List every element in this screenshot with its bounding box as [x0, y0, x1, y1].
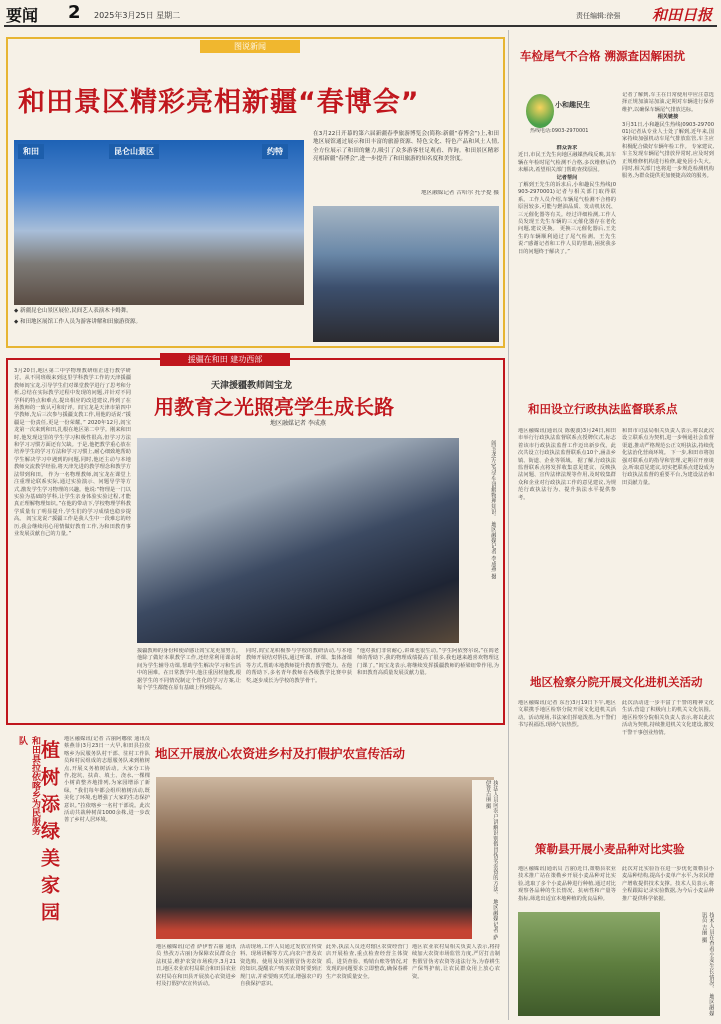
booth-sign-2: 约特 — [262, 144, 288, 159]
related-label: 相关链接 — [657, 114, 679, 121]
column-divider — [508, 30, 509, 1020]
newspaper-logo: 和田日报 — [652, 6, 713, 24]
aid-teacher-col3: 同时,闾宝龙积极参与学校的教研活动,与本地教师开展结对帮扶,通过听课、评课、集体备课等方式,帮助本地教师提升教育教学能力。在他的帮助下,多名青年教师在各级教学比赛中获奖,逐步成长为学校的教学骨干。 — [246, 648, 352, 684]
booth-sign: 昆仑山景区 — [109, 144, 159, 159]
teacher-student-photo — [137, 438, 459, 643]
law-enforcement-col2 — [622, 428, 714, 664]
issue-date: 2025年3月25日 星期二 — [94, 11, 181, 20]
aid-teacher-subtitle: 天津援疆教师闾宝龙 — [211, 381, 293, 391]
culture-col1: 地区融媒讯(记者 东吾)3月19日下午,地区文联携手地区检察分院开展文化进机关活动。活动现场,书法家们挥毫泼墨,为干警们书写祝福语,现场气氛热烈。 — [518, 700, 616, 729]
law-enforcement-headline[interactable]: 和田设立行政执法监督联系点 — [528, 402, 678, 416]
photo-caption-2: ◆ 和田地区展馆工作人员为游客讲解和田旅游资源。 — [14, 319, 141, 325]
emission-col1 — [518, 145, 616, 390]
aid-teacher-p3: 作为一名物理教师,闾宝龙在课堂上注重理论联系实际,通过实验演示、问题导学等方式,激发学生学习物理的兴趣。他说:“物理是一门以实验为基础的学科,让学生亲身体验实验过程,才能真正理解物理知识。”在他的带动下,学校物理学科教学质量有了明显提升,学生们的学习成绩也稳步提高。 — [14, 471, 131, 523]
emission-p4: 记者了解到,车主在日常使用中应注意选择正规加油站加油,定期对车辆进行保养维护,以确保车辆尾气排放达标。 — [622, 92, 714, 113]
photo-news-lead: 在3月22日开幕的第六届新疆春季旅游博览会(简称:新疆“春博会”)上,和田地区展馆通过展示和田丰富的旅游资源、特色文化、特色产品和风土人情,全方位展示了和田的魅力,吸引了众多游客驻足观看、咨询。和田景区精彩亮相新疆“春博会”,进一步提升了和田旅游的知名度和美誉度。 — [313, 131, 499, 163]
aid-teacher-tag: 援疆在和田 建功西部 — [160, 353, 290, 366]
tree-planting-kicker: 和田县拉依喀乡为民服务队 — [17, 736, 40, 835]
aid-teacher-col2: 援疆教师的身份和使命感让闾宝龙更加努力。他除了做好本职教学工作,还经常利用课余时间为学生辅导功课,帮助学生解决学习和生活中的困难。在日常教学中,他注重因材施教,根据学生的不同情况制定个性化的学习方案,让每个学生都能在原有基础上得到提高。 — [137, 648, 241, 692]
farm-supply-col4: 地区农业农村局相关负责人表示,将持续加大农资市场监管力度,严厉打击制售假冒伪劣农资等违法行为,为春耕生产保驾护航,让农民群众用上放心农资。 — [412, 944, 500, 980]
emission-p5: 3月31日,小和趣民生热线(0903-2970001)记者从专业人士处了解到,近年来,国家持续加强机动车尾气排放监管,车主应积极配合做好车辆年检工作。 — [622, 121, 714, 150]
emission-headline[interactable]: 车检尾气不合格 溯源查因解困扰 — [520, 49, 686, 63]
header-rule — [4, 25, 717, 27]
farm-supply-col2: 活动现场,工作人员通过发放宣传资料、现场讲解等方式,向农户普及农资选购、使用及识别假冒伪劣农资的知识,提醒农户购买农资时要到正规门店,并索要购买凭证,增强农户的自我保护意识。 — [240, 944, 322, 988]
photo-news-byline: 地区融媒记者 古哈尔 托乎提 摄 — [420, 190, 499, 196]
wheat-photo-caption: 技术人员在查看小麦生长情况。 地区融媒讯员 吉丽 摄 — [700, 912, 714, 1016]
column-name: 小和趣民生 — [555, 101, 590, 109]
section-name: 要闻 — [6, 6, 39, 25]
farm-supply-col3: 此外,执法人员还对辖区农资经营门店开展检查,重点检查经营主体资质、进货查验、购销台账等情况,对发现的问题要求立即整改,确保春耕生产农资质量安全。 — [326, 944, 408, 980]
aid-teacher-byline: 地区融媒记者 李成燕 — [270, 420, 326, 427]
aid-teacher-photo-caption: 闾宝龙(左)为学生讲解物理知识。 地区融媒记者 李成燕 摄 — [490, 440, 496, 579]
farm-supply-photo — [156, 777, 494, 939]
aid-teacher-p2: 2020年12月,闾宝龙第一次来到和田,扎根在地区第二中学。刚来和田时,他发现这里的学生学习积极性很高,但学习方法和学习习惯方面还有欠缺。于是,他把教学重心放在培养学生的学习方法和学习习惯上,耐心细致地帮助学生解决学习中遇到的问题,同时,他还主动与本地教师交流教学经验,将天津先进的教学理念和教学方法带到和田。 — [14, 419, 131, 478]
law-c1: 地区融媒讯(通讯员 陈俊波)3月24日,和田市举行行政执法监督联系点授牌仪式,标志着该市行政执法监督工作迈出新步伐。此次共设立行政执法监督联系点10个,涵盖乡镇、街道、企业等领域。 — [518, 428, 616, 464]
hotline-number: 热线电话:0903-2970001 — [530, 128, 589, 134]
culture-col2: 此次活动进一步丰富了干警的精神文化生活,营造了积极向上的机关文化氛围。地区检察分院相关负责人表示,将以此次活动为契机,持续推进机关文化建设,激发干警干事创业热情。 — [622, 700, 714, 736]
aid-teacher-col1 — [14, 368, 131, 718]
booth-sign-3: 和田 — [18, 144, 44, 159]
appeal-label: 群众诉求 — [556, 145, 578, 151]
wheat-headline[interactable]: 策勒县开展小麦品种对比实验 — [535, 842, 685, 856]
wheat-col1: 地区融媒讯(通讯员 吉丽)近日,策勒县农业技术推广站在策勒乡开展小麦品种对比实验,选取了多个小麦品种进行种植,通过对比观察各品种的生长情况、抗病性和产量等指标,筛选出适宜本地种植的优良品种。 — [518, 866, 616, 902]
emission-p1: 近日,市民王先生向地区融媒热线反映,其车辆在年检时尾气检测不合格,多次维修后仍未解决,希望相关部门帮助查找原因。 — [518, 152, 616, 174]
tree-planting-headline[interactable]: 植树添绿美家园 — [38, 740, 60, 929]
farm-supply-photo-caption: 执法人员向农户讲解识别假冒伪劣农资的方法。 地区融媒记者 萨伊普古丽 摄 — [472, 780, 498, 940]
law-c3: 和田市司法局相关负责人表示,将以此次设立联系点为契机,进一步畅通社会监督渠道,推动严格规范公正文明执法,持续优化法治化营商环境。 — [622, 428, 714, 457]
expo-booth-photo — [14, 140, 304, 305]
emission-p6: 专家建议,车主发现车辆尾气排放异常时,应及时到正规维修机构进行检修,避免因小失大。同时,相关部门也将进一步规范检测机构服务,为群众提供更加便捷高效的服务。 — [622, 143, 714, 180]
wheat-field-photo — [518, 912, 660, 1016]
tree-planting-text: 地区融媒讯(记者 古丽阿娜依 通讯员 蔡燕菲)3月23日一大早,和田县拉依喀乡为民服务队村干部、驻村工作队员和村民组成的志愿服务队来到植树点,开展义务植树活动。大家分工协作,挖坑、扶苗、填土、浇水,一棵棵小树苗整齐地排列,为家园增添了新绿。“我们每年都会组织植树活动,既美化了环境,也增强了大家的生态保护意识。”拉依喀乡一名村干部说。此次活动共栽种树苗1000余株,进一步改善了乡村人居环境。 — [64, 736, 150, 824]
photo-news-headline[interactable]: 和田景区精彩亮相新疆“春博会” — [18, 87, 420, 118]
wheat-col2: 此次对比实验旨在进一步优化策勒县小麦品种结构,提高小麦单产水平,为农民增产增收提供技术支撑。技术人员表示,将全程跟踪记录实验数据,为今后小麦品种推广提供科学依据。 — [622, 866, 714, 902]
farm-supply-headline[interactable]: 地区开展放心农资进乡村及打假护农宣传活动 — [155, 746, 406, 761]
page-number: 2 — [68, 2, 81, 23]
farm-supply-col1: 地区融媒讯(记者 萨伊普古丽 通讯员 热孜万古丽)为保障农民群众合法权益,维护农资市场秩序,3月21日,地区农业农村局联合和田县农业农村局在和田县开展放心农资进乡村及打假护农宣传活动。 — [156, 944, 236, 988]
law-c2: 据了解,行政执法监督联系点将发挥收集意见建议、反映执法问题、宣传法律法规等作用,及时收集群众和企业对行政执法工作的意见建议,为规范行政执法行为、提升执法水平提供参考。 — [518, 457, 616, 501]
page-header — [0, 0, 721, 26]
aid-teacher-lead: 3月20日,地区第二中学物理教研组正进行教学研讨。从不同班级来到这里学科教学工作的天津援疆教师闾宝龙,引导学生们对课堂教学进行了思考和分析,总结在实际教学过程中发现的问题,并针对不同学科的特点和难点,提出相应的改进建议,得到了在场教师的一致认可和好评。闾宝龙是天津市第四中学教师,先后三次参与援疆支教工作,用他的话说:“援疆是一份责任,更是一份荣耀。” — [14, 368, 131, 426]
aid-teacher-col4: “他对我们非常耐心,讲课也很生动。”学生阿依努尔说,“在闾老师的帮助下,我的物理成绩提高了很多,我也越来越喜欢物理这门课了。”闾宝龙表示,将继续发挥援疆教师的桥梁纽带作用,为和田教育高质量发展贡献力量。 — [357, 648, 499, 677]
aid-teacher-p4: 闾宝龙说:“援疆工作是我人生中一段难忘的经历,我会继续用心用情做好教育工作,为和田教育事业发展贡献自己的力量。” — [14, 516, 131, 537]
culture-headline[interactable]: 地区检察分院开展文化进机关活动 — [530, 675, 703, 689]
emission-col2 — [622, 92, 714, 388]
emission-p2: 了解到王先生的诉求后,小和趣民生热线(0903-2970001)记者与相关部门取得联系。工作人员介绍,车辆尾气检测不合格的原因较多,可能与燃油品质、发动机状况、三元催化器等有关。经过详细检测,工作人员发现王先生车辆的三元催化器存在老化问题,建议更换。 — [518, 182, 616, 233]
mascot-icon — [526, 94, 554, 128]
law-enforcement-col1 — [518, 428, 616, 664]
photo-caption-1: ◆ 新疆昆仑山景区展位,民间艺人表演木卡姆舞。 — [14, 308, 132, 314]
visitors-photo — [313, 206, 499, 342]
aid-teacher-headline[interactable]: 用教育之光照亮学生成长路 — [154, 395, 394, 419]
editor-credit: 责任编辑:徐强 — [576, 12, 621, 20]
reporter-label: 记者帮问 — [556, 174, 578, 181]
emission-p3: 更换三元催化器后,王先生的车辆顺利通过了尾气检测。王先生说:“感谢记者和工作人员的帮助,困扰我多日的问题终于解决了。” — [518, 226, 616, 255]
law-c4: 下一步,和田市将加强对联系点的指导和管理,定期召开座谈会,听取意见建议,切实把联系点建设成为行政执法监督的重要平台,为建设法治和田贡献力量。 — [622, 450, 714, 486]
photo-news-tag: 图说新闻 — [200, 40, 300, 53]
